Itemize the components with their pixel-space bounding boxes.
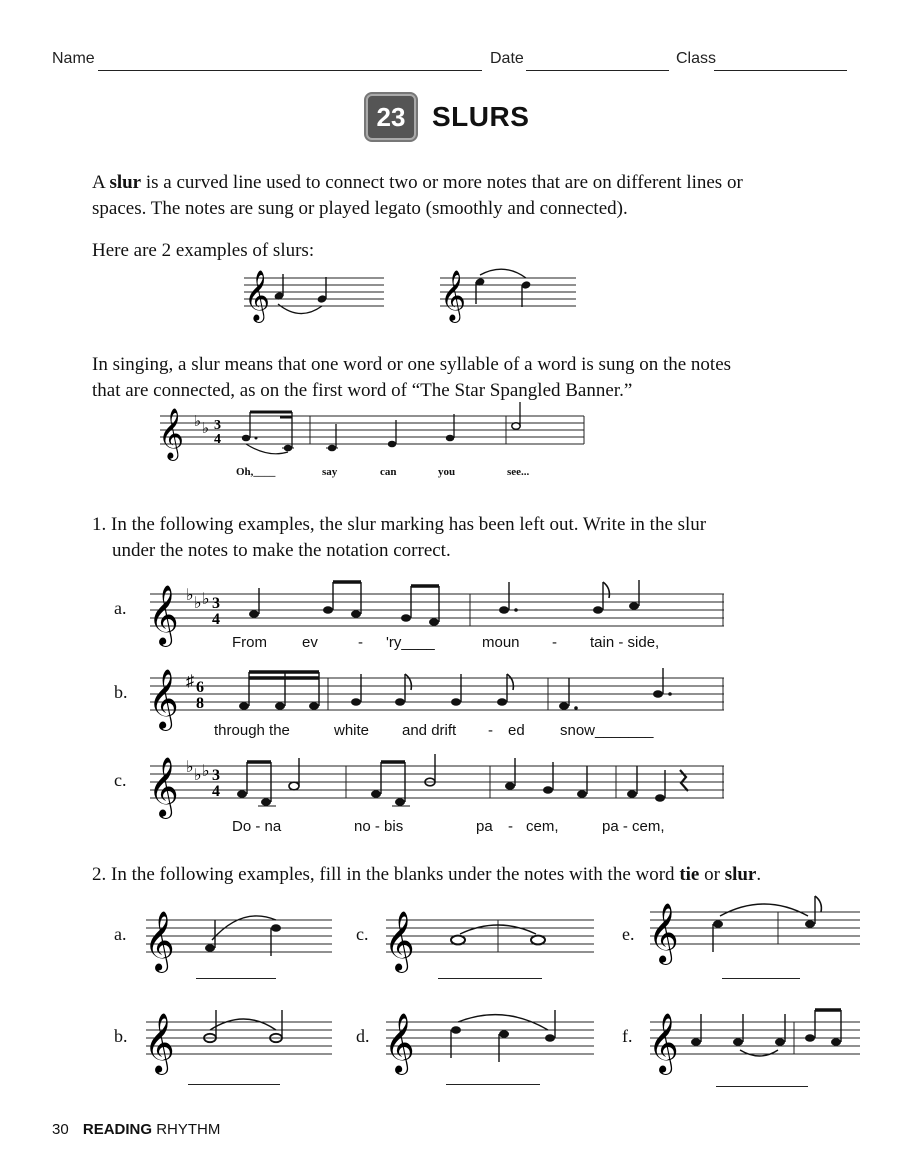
ex1b-lyric-3: - — [488, 722, 493, 739]
ex1b-time-bottom: 8 — [196, 695, 204, 712]
exercise2-c-answer[interactable] — [438, 978, 542, 979]
book-title-bold: READING — [82, 1121, 153, 1138]
exercise1-c-label: c. — [114, 770, 127, 790]
exercise1-b-staff — [148, 664, 724, 729]
svg-text:♭: ♭ — [186, 587, 194, 604]
svg-text:𝄞: 𝄞 — [158, 408, 185, 459]
ex1b-lyric-4: ed — [508, 722, 525, 739]
svg-text:♭: ♭ — [202, 591, 210, 608]
anthem-lyric-0: Oh,____ — [236, 466, 276, 478]
ex1b-lyric-2: and drift — [402, 722, 457, 739]
ex1a-lyric-5: - — [552, 634, 557, 651]
ex1a-lyric-6: tain - side, — [590, 634, 660, 651]
exercise2-or: or — [699, 864, 725, 885]
ex1b-time-top: 6 — [196, 679, 204, 696]
ex1a-time-top: 3 — [212, 595, 220, 612]
class-field[interactable] — [714, 70, 847, 71]
ex1c-lyric-3: - — [508, 818, 513, 835]
definition-line2: spaces. The notes are sung or played legato (smoothly and connected). — [92, 198, 628, 219]
exercise1-line2: under the notes to make the notation correct. — [112, 540, 451, 561]
svg-text:♯: ♯ — [186, 673, 194, 690]
anthem-lyric-2: can — [380, 466, 397, 478]
ex1c-lyric-4: cem, — [526, 818, 559, 835]
exercise2-c-label: c. — [356, 924, 369, 944]
ex1a-lyric-4: moun — [482, 634, 520, 651]
book-title-rest: RHYTHM — [152, 1121, 221, 1138]
class-label: Class — [676, 50, 717, 67]
exercise2-f-answer[interactable] — [716, 1086, 808, 1087]
singing-paragraph — [92, 352, 852, 404]
exercise2-e-label: e. — [622, 924, 635, 944]
exercise2-a-staff — [144, 906, 332, 971]
exercise2-pre: 2. In the following examples, fill in the blanks under the notes with the word — [92, 864, 680, 885]
svg-text:♭: ♭ — [194, 767, 202, 784]
ex1b-lyric-1: white — [334, 722, 370, 739]
exercise2-c-staff — [384, 906, 594, 971]
word-slur: slur — [724, 864, 757, 885]
date-label: Date — [490, 50, 524, 67]
name-label: Name — [52, 50, 95, 67]
page-number: 30 — [52, 1121, 69, 1138]
exercise2-b-staff — [144, 1008, 332, 1073]
ex1a-lyric-3: 'ry____ — [386, 634, 435, 651]
svg-text:𝄞: 𝄞 — [144, 1013, 175, 1073]
exercise2-b-answer[interactable] — [188, 1084, 280, 1085]
ex1c-lyric-5: pa - cem, — [602, 818, 665, 835]
ex1c-lyric-0: Do - na — [232, 818, 282, 835]
name-field[interactable] — [98, 70, 482, 71]
ex1c-lyric-1: no - bis — [354, 818, 404, 835]
slur-example-1-staff — [244, 270, 384, 326]
exercise1-b-label: b. — [114, 682, 128, 702]
definition-pre: A — [92, 172, 110, 193]
svg-text:♭: ♭ — [186, 759, 194, 776]
definition-post: is a curved line used to connect two or more notes that are on different lines or — [141, 172, 743, 193]
svg-text:𝄞: 𝄞 — [148, 585, 179, 645]
anthem-lyric-1: say — [322, 466, 338, 478]
exercise2-d-answer[interactable] — [446, 1084, 540, 1085]
ex1c-time-top: 3 — [212, 767, 220, 784]
svg-text:𝄞: 𝄞 — [384, 911, 415, 971]
svg-text:♭: ♭ — [194, 595, 202, 612]
svg-text:𝄞: 𝄞 — [648, 903, 679, 963]
ex1a-time-bottom: 4 — [212, 611, 220, 628]
word-tie: tie — [679, 864, 700, 885]
exercise2-f-label: f. — [622, 1026, 633, 1046]
lesson-number-badge: 23 — [366, 94, 416, 140]
svg-text:𝄞: 𝄞 — [244, 270, 271, 321]
svg-text:𝄞: 𝄞 — [148, 757, 179, 817]
svg-text:𝄞: 𝄞 — [440, 270, 467, 321]
svg-text:♭: ♭ — [194, 414, 202, 430]
lesson-title: SLURS — [432, 101, 530, 132]
exercise2-instructions — [92, 862, 872, 888]
ex1b-lyric-0: through the — [214, 722, 290, 739]
exercise2-a-label: a. — [114, 924, 127, 944]
svg-text:𝄞: 𝄞 — [148, 669, 179, 729]
anthem-lyric-4: see... — [507, 466, 530, 478]
ex1a-lyric-1: ev — [302, 634, 318, 651]
svg-text:𝄞: 𝄞 — [144, 911, 175, 971]
exercise1-instructions — [92, 512, 852, 564]
ex1a-lyric-0: From — [232, 634, 267, 651]
svg-text:♭: ♭ — [202, 421, 210, 437]
anthem-time-bottom: 4 — [214, 432, 221, 447]
ex1a-lyric-2: - — [358, 634, 363, 651]
singing-line2: that are connected, as on the first word of “The Star Spangled Banner.” — [92, 380, 633, 401]
exercise1-c-staff — [148, 752, 724, 817]
anthem-lyric-3: you — [438, 466, 456, 478]
exercise2-a-answer[interactable] — [196, 978, 276, 979]
slur-example-2-staff — [440, 270, 576, 326]
ex1c-time-bottom: 4 — [212, 783, 220, 800]
page-footer — [52, 1121, 220, 1138]
ex1b-lyric-5: snow_______ — [560, 722, 654, 739]
svg-text:♭: ♭ — [202, 763, 210, 780]
exercise2-d-label: d. — [356, 1026, 370, 1046]
definition-paragraph — [92, 170, 832, 222]
anthem-staff — [160, 408, 584, 460]
date-field[interactable] — [526, 70, 669, 71]
exercise2-f-staff — [648, 1004, 860, 1073]
exercise2-e-staff — [650, 892, 860, 962]
svg-text:𝄞: 𝄞 — [648, 1013, 679, 1073]
svg-text:𝄞: 𝄞 — [384, 1013, 415, 1073]
ex1c-lyric-2: pa — [476, 818, 493, 835]
exercise2-e-answer[interactable] — [722, 978, 800, 979]
slur-term: slur — [109, 172, 142, 193]
exercise2-d-staff — [384, 1008, 594, 1073]
examples-text: Here are 2 examples of slurs: — [92, 240, 315, 261]
singing-line1: In singing, a slur means that one word or one syllable of a word is sung on the notes — [92, 354, 732, 375]
exercise2-end: . — [756, 864, 762, 885]
anthem-time-top: 3 — [214, 418, 221, 433]
exercise1-a-label: a. — [114, 598, 127, 618]
exercise2-b-label: b. — [114, 1026, 128, 1046]
exercise1-line1: 1. In the following examples, the slur marking has been left out. Write in the slur — [92, 514, 707, 535]
